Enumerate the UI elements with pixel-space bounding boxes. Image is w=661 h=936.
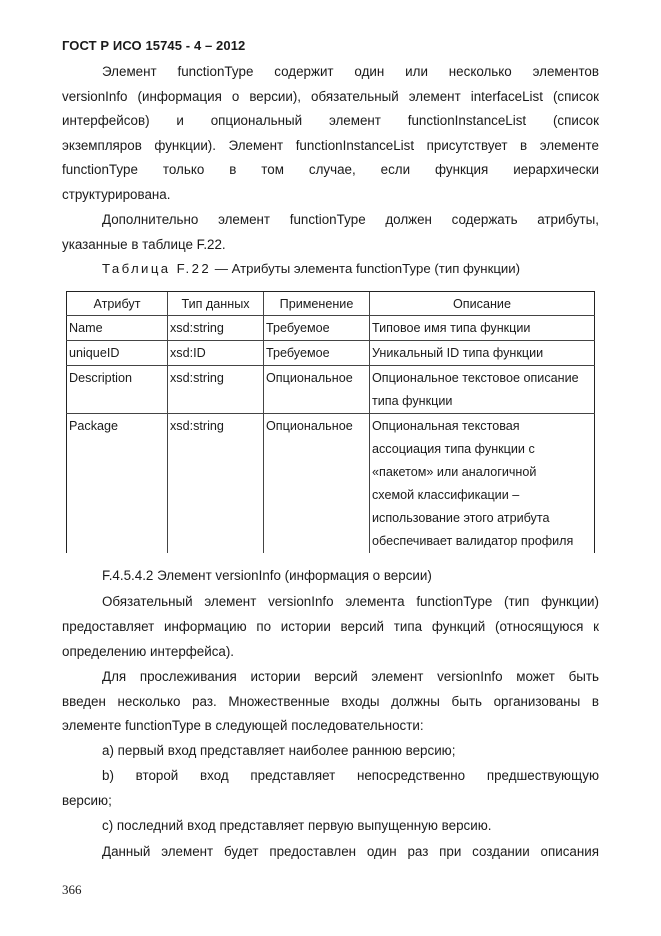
cell-line: Уникальный ID типа функции bbox=[372, 346, 544, 360]
list-item: b) второй вход представляет непосредственно предшествующую bbox=[102, 768, 599, 783]
table-row bbox=[67, 316, 595, 341]
document-header: ГОСТ Р ИСО 15745 - 4 – 2012 bbox=[62, 38, 246, 53]
table-caption-text: — Атрибуты элемента functionType (тип функции) bbox=[211, 261, 521, 276]
column-header: Тип данных bbox=[168, 292, 264, 316]
table-cell bbox=[370, 316, 595, 341]
paragraph-line: versionInfo (информация о версии), обязательный элемент interfaceList (список bbox=[62, 88, 599, 104]
table-cell: xsd:string bbox=[168, 316, 264, 341]
table-cell: Опциональное bbox=[264, 366, 370, 414]
paragraph-line: Для прослеживания истории версий элемент versionInfo может быть bbox=[102, 669, 599, 684]
cell-line: ассоциация типа функции с bbox=[372, 442, 535, 456]
paragraph-line: Данный элемент будет предоставлен один раз при создании описания bbox=[102, 844, 599, 859]
table-row bbox=[67, 366, 595, 414]
paragraph-line: указанные в таблице F.22. bbox=[62, 236, 226, 252]
cell-line: обеспечивает валидатор профиля bbox=[372, 534, 574, 548]
table-cell: Description bbox=[67, 366, 168, 414]
table-cell: Требуемое bbox=[264, 341, 370, 366]
table-caption-label: Таблица F.22 bbox=[102, 261, 212, 276]
table-cell bbox=[370, 366, 595, 414]
table-cell: Опциональное bbox=[264, 414, 370, 554]
paragraph-line: Элемент functionType содержит один или несколько элементов bbox=[102, 64, 599, 79]
cell-line: Типовое имя типа функции bbox=[372, 321, 531, 335]
table-cell: xsd:ID bbox=[168, 341, 264, 366]
table-cell: uniqueID bbox=[67, 341, 168, 366]
list-item: с) последний вход представляет первую выпущенную версию. bbox=[102, 818, 492, 833]
table-caption bbox=[102, 261, 520, 276]
section-heading: F.4.5.4.2 Элемент versionInfo (информация о версии) bbox=[102, 568, 432, 583]
paragraph-line: предоставляет информацию по истории версий типа функций (относящуюся к bbox=[62, 619, 599, 634]
cell-line: использование этого атрибута bbox=[372, 511, 550, 525]
table-cell: Name bbox=[67, 316, 168, 341]
paragraph-line: элементе functionType в следующей последовательности: bbox=[62, 718, 424, 733]
column-header: Атрибут bbox=[67, 292, 168, 316]
table-header-row bbox=[67, 292, 595, 316]
list-item: а) первый вход представляет наиболее раннюю версию; bbox=[102, 743, 456, 758]
paragraph-line: экземпляров функции). Элемент functionInstanceList присутствует в элементе bbox=[62, 137, 599, 153]
table-cell: xsd:string bbox=[168, 366, 264, 414]
table-row bbox=[67, 341, 595, 366]
paragraph-line: интерфейсов) и опциональный элемент functionInstanceList (список bbox=[62, 113, 599, 128]
attributes-table bbox=[66, 291, 595, 553]
column-header: Описание bbox=[370, 292, 595, 316]
table-cell: Требуемое bbox=[264, 316, 370, 341]
paragraph-line: functionType только в том случае, если функция иерархически bbox=[62, 162, 599, 177]
table-cell bbox=[370, 341, 595, 366]
table-cell: Package bbox=[67, 414, 168, 554]
cell-line: схемой классификации – bbox=[372, 488, 520, 502]
cell-line: типа функции bbox=[372, 394, 453, 408]
paragraph-line: введен несколько раз. Множественные входы должны быть организованы в bbox=[62, 693, 599, 709]
table-cell bbox=[370, 414, 595, 554]
cell-line: Опциональная текстовая bbox=[372, 419, 520, 433]
column-header: Применение bbox=[264, 292, 370, 316]
paragraph-line: определению интерфейса). bbox=[62, 643, 235, 659]
cell-line: «пакетом» или аналогичной bbox=[372, 465, 537, 479]
paragraph-line: Дополнительно элемент functionType должен содержать атрибуты, bbox=[102, 212, 599, 227]
list-item-continuation: версию; bbox=[62, 792, 112, 808]
table-cell: xsd:string bbox=[168, 414, 264, 554]
paragraph-line: структурирована. bbox=[62, 186, 171, 202]
table-row bbox=[67, 414, 595, 554]
paragraph-line: Обязательный элемент versionInfo элемента functionType (тип функции) bbox=[102, 594, 599, 609]
page-number: 366 bbox=[62, 882, 82, 897]
cell-line: Опциональное текстовое описание bbox=[372, 371, 579, 385]
